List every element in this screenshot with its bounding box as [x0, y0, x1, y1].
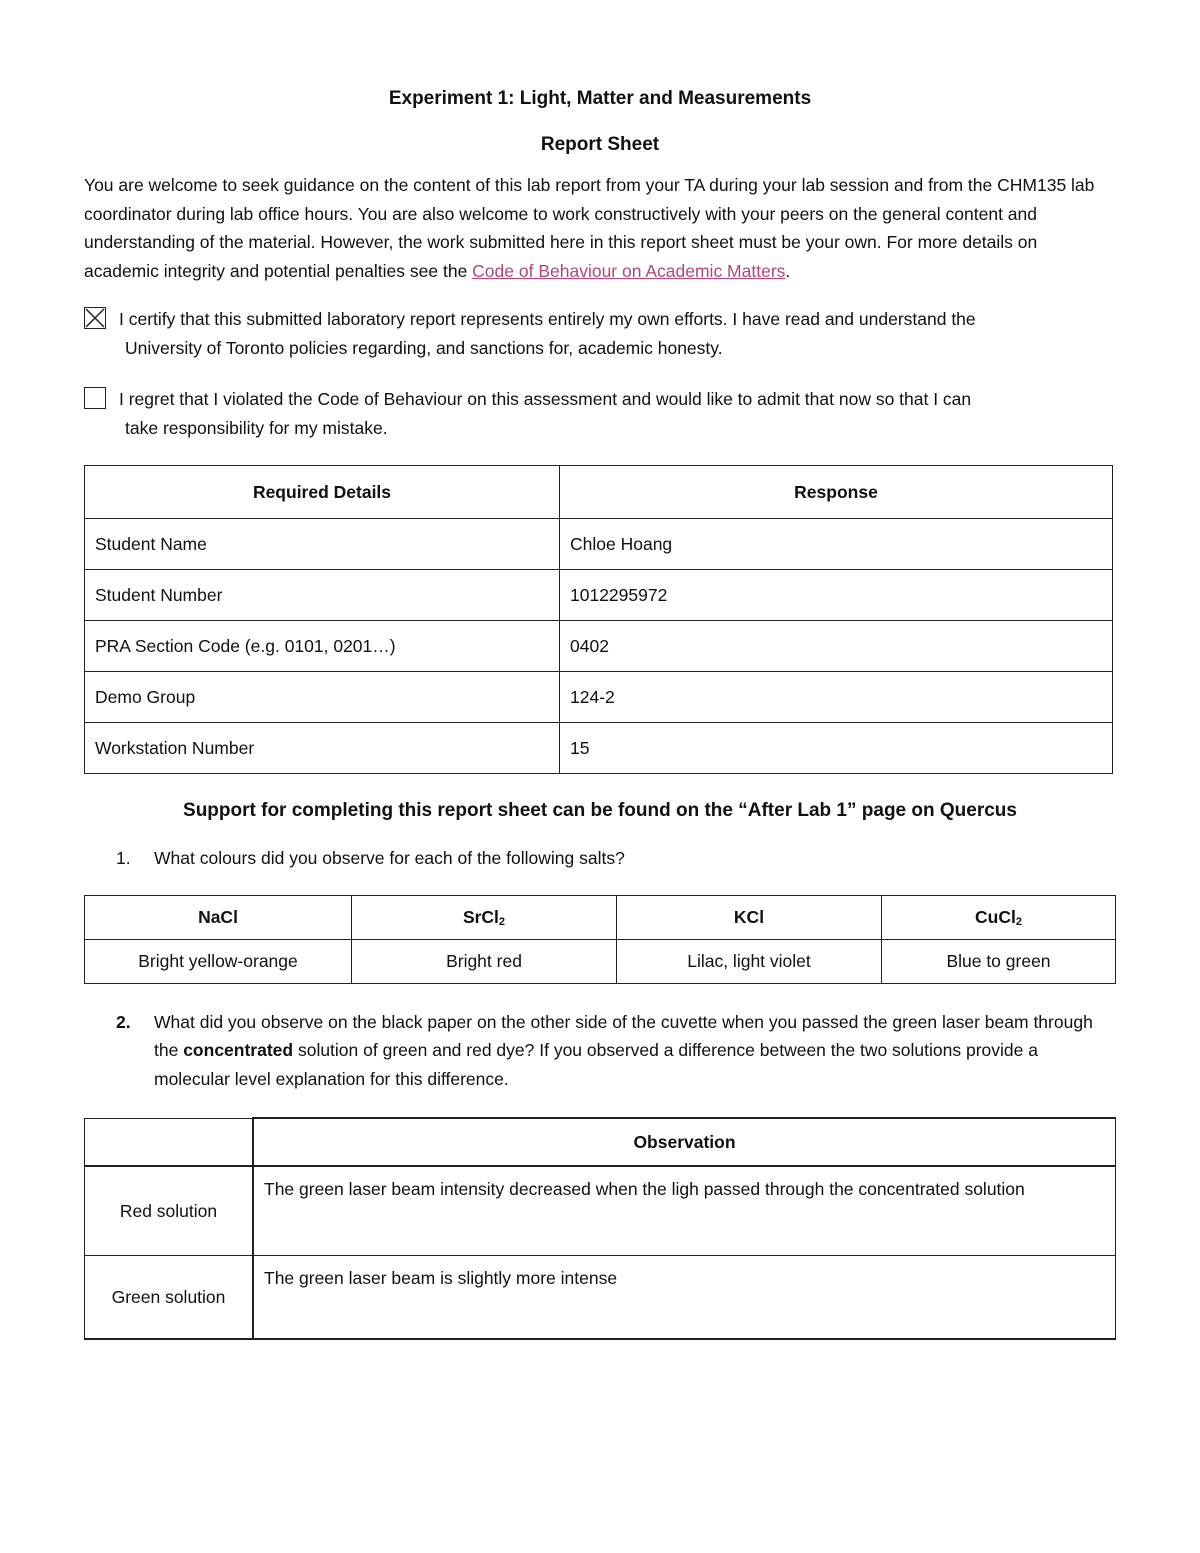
regret-checkbox[interactable] [84, 387, 106, 409]
table-row [85, 672, 1113, 723]
salt-name: CuCl$_2$ [882, 895, 1116, 939]
intro-paragraph: You are welcome to seek guidance on the content of this lab report from your TA during your lab session and from the CHM135 lab coordinator during lab office hours. You are also welcome to work constructively with your peers on the general content and understanding of the material. However, the work submitted here in this report sheet must be your own. For more details on academic integrity and potential penalties see the Code of Behaviour on Academic Matters. [84, 175, 1095, 281]
details-label: Demo Group [85, 672, 560, 723]
details-label: PRA Section Code (e.g. 0101, 0201…) [85, 621, 560, 672]
table-row [85, 519, 1113, 570]
details-label: Workstation Number [85, 723, 560, 774]
details-label: Student Name [85, 519, 560, 570]
table-row [85, 723, 1113, 774]
checked-x-icon [85, 308, 105, 328]
observation-label: Red solution [85, 1166, 254, 1256]
certify-statement [84, 305, 1116, 362]
details-table [84, 465, 1113, 774]
code-of-behaviour-link[interactable]: Code of Behaviour on Academic Matters [472, 260, 786, 281]
details-header-right: Response [560, 466, 1113, 519]
salts-table [84, 895, 1116, 984]
observation-table [84, 1117, 1116, 1340]
question-1 [84, 844, 1116, 873]
regret-text-line1: I regret that I violated the Code of Behaviour on this assessment and would like to admit that now so that I can [119, 389, 972, 409]
page-title: Experiment 1: Light, Matter and Measurements [388, 88, 812, 109]
table-row [85, 570, 1113, 621]
observation-label: Green solution [85, 1256, 254, 1340]
details-value: Chloe Hoang [560, 519, 1113, 570]
certify-text-line1: I certify that this submitted laboratory report represents entirely my own efforts. I have read and understand the [119, 309, 976, 329]
details-value: 15 [560, 723, 1113, 774]
table-row [85, 1256, 1116, 1340]
question-number: 1. [116, 848, 131, 868]
support-heading: Support for completing this report sheet can be found on the “After Lab 1” page on Quercus [183, 800, 1017, 821]
question-number: 2. [116, 1011, 131, 1032]
question-text: What colours did you observe for each of the following salts? [154, 848, 625, 868]
table-row [85, 1166, 1116, 1256]
intro-text: You are welcome to seek guidance on the content of this lab report from your TA during your lab session and from the CHM135 lab coordinator during lab office hours. You are also welcome to work constructively with your peers on the general content and understanding of the material. However, the work submitted here in this report sheet must be your own. For more details on academic integrity and potential penalties see the [84, 175, 1095, 281]
details-value: 1012295972 [560, 570, 1113, 621]
table-row [85, 621, 1113, 672]
salt-colour: Blue to green [882, 939, 1116, 983]
salt-name: KCl [617, 895, 882, 939]
salt-name: SrCl$_2$ [352, 895, 617, 939]
regret-statement [84, 385, 1116, 442]
salt-colour: Bright red [352, 939, 617, 983]
observation-corner [85, 1118, 254, 1166]
table-row [85, 939, 1116, 983]
page-subtitle: Report Sheet [540, 134, 660, 155]
salt-colour: Lilac, light violet [617, 939, 882, 983]
details-label: Student Number [85, 570, 560, 621]
observation-value: The green laser beam intensity decreased when the ligh passed through the concentrated solution [253, 1166, 1116, 1256]
regret-text-line2: take responsibility for my mistake. [125, 417, 388, 438]
certify-checkbox[interactable] [84, 307, 106, 329]
salt-name: NaCl [85, 895, 352, 939]
observation-value: The green laser beam is slightly more intense [253, 1256, 1116, 1340]
details-value: 124-2 [560, 672, 1113, 723]
question-2: 2. What did you observe on the black paper on the other side of the cuvette when you passed the green laser beam through the concentrated solution of green and red dye? If you observed a difference between the two solutions provide a molecular level explanation for this difference. [84, 1008, 1116, 1094]
observation-header: Observation [253, 1118, 1116, 1166]
report-page [84, 84, 1116, 1340]
details-value: 0402 [560, 621, 1113, 672]
salt-colour: Bright yellow-orange [85, 939, 352, 983]
certify-text-line2: University of Toronto policies regarding, and sanctions for, academic honesty. [125, 337, 723, 358]
details-header-left: Required Details [85, 466, 560, 519]
